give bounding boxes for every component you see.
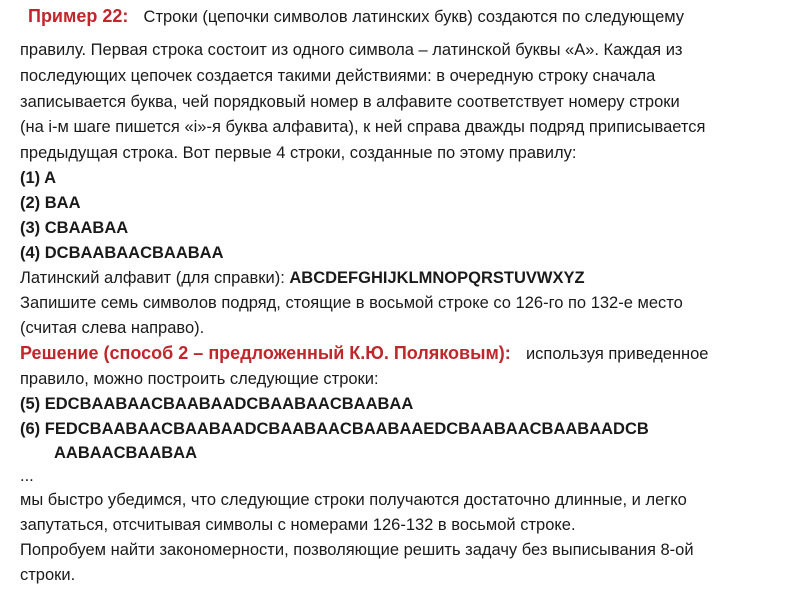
sequence-row-5: (5) EDCBAABAACBAABAADCBAABAACBAABAA: [20, 395, 414, 413]
sequence-row-6-continuation: AABAACBAABAA: [54, 444, 197, 462]
solution-intro-first: используя приведенное: [525, 345, 709, 363]
ellipsis: ...: [20, 467, 34, 485]
sequence-row-2: (2) BAA: [20, 194, 81, 212]
closing-line-1: мы быстро убедимся, что следующие строки получаются достаточно длинные, и легко: [20, 491, 687, 509]
solution-intro-second: правило, можно построить следующие строки:: [20, 370, 379, 388]
closing-line-4: строки.: [20, 566, 76, 584]
sequence-row-6: (6) FEDCBAABAACBAABAADCBAABAACBAABAAEDCBAABAACBAABAADCB: [20, 420, 649, 438]
solution-header: [20, 343, 708, 364]
example-intro-first: Строки (цепочки символов латинских букв) создаются по следующему: [143, 8, 685, 26]
example-intro-line-5: предыдущая строка. Вот первые 4 строки, созданные по этому правилу:: [20, 144, 577, 162]
example-header: [28, 6, 684, 27]
example-intro-line-2: последующих цепочек создается такими действиями: в очередную строку сначала: [20, 67, 656, 85]
example-title: Пример 22:: [28, 6, 129, 26]
alphabet-label: Латинский алфавит (для справки):: [20, 269, 290, 287]
example-intro-line-4: (на i-м шаге пишется «i»-я буква алфавита), к ней справа дважды подряд приписывается: [20, 118, 706, 136]
alphabet-reference: [20, 268, 585, 288]
sequence-row-4: (4) DCBAABAACBAABAA: [20, 244, 224, 262]
question-line-2: (считая слева направо).: [20, 319, 205, 337]
closing-line-2: запутаться, отсчитывая символы с номерами 126-132 в восьмой строке.: [20, 516, 576, 534]
alphabet-letters: ABCDEFGHIJKLMNOPQRSTUVWXYZ: [289, 269, 585, 287]
sequence-row-1: (1) A: [20, 169, 57, 187]
example-intro-line-1: правилу. Первая строка состоит из одного символа – латинской буквы «А». Каждая из: [20, 41, 683, 59]
sequence-row-3: (3) CBAABAA: [20, 219, 129, 237]
closing-line-3: Попробуем найти закономерности, позволяющие решить задачу без выписывания 8-ой: [20, 541, 694, 559]
solution-title: Решение (способ 2 – предложенный К.Ю. Поляковым):: [20, 343, 511, 363]
example-intro-line-3: записывается буква, чей порядковый номер в алфавите соответствует номеру строки: [20, 93, 680, 111]
question-line-1: Запишите семь символов подряд, стоящие в восьмой строке со 126-го по 132-е место: [20, 294, 683, 312]
